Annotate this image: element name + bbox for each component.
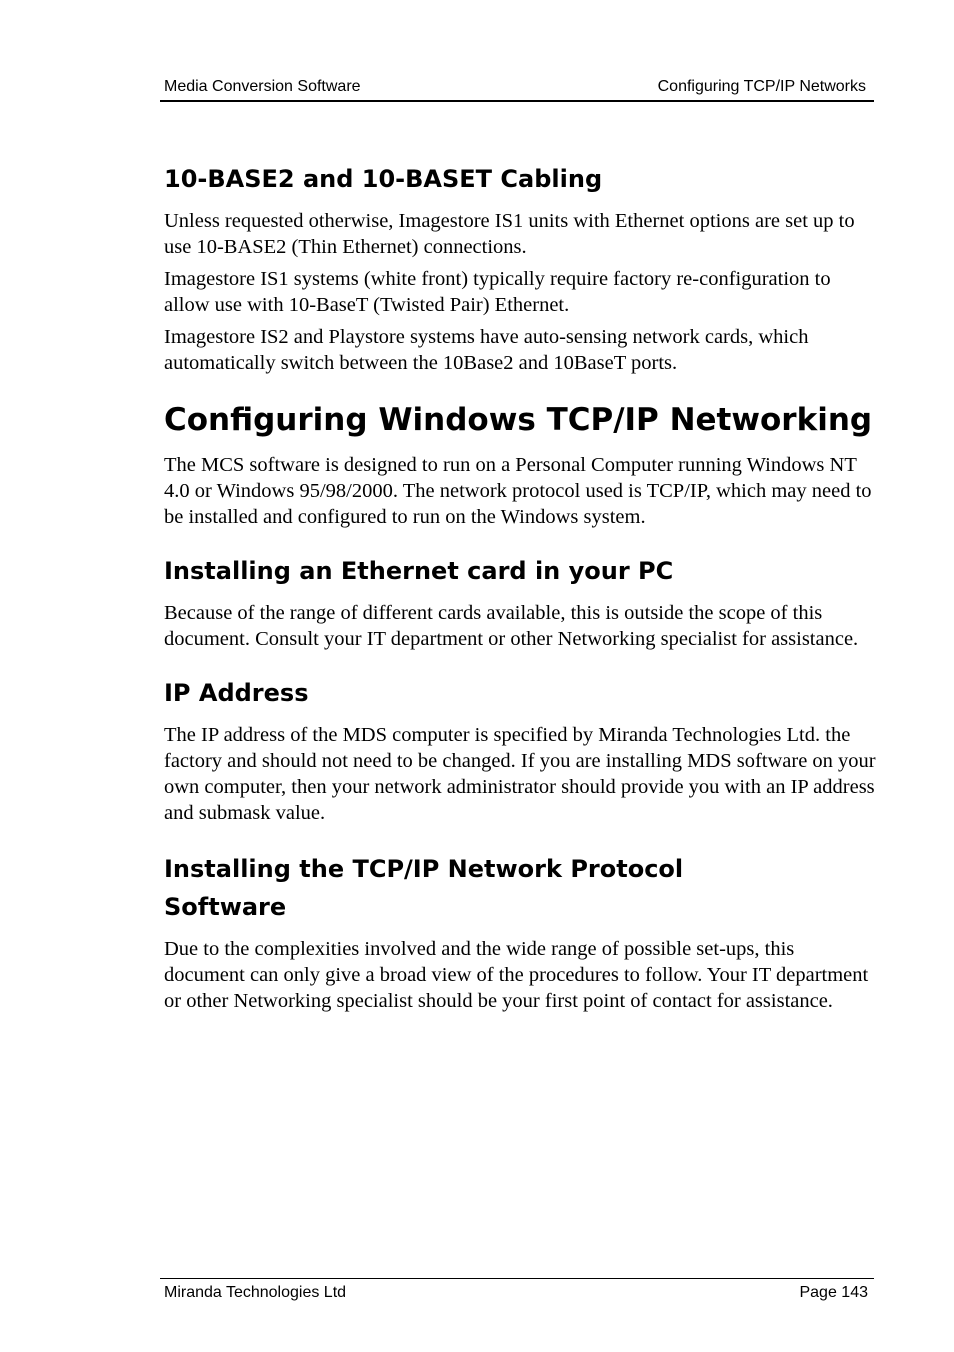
paragraph-ethernet-card-1: Because of the range of different cards available, this is outside the scope of this document. Consult your IT department or other Networking specialist for assistance. xyxy=(164,602,859,650)
page-body xyxy=(164,160,876,1014)
page-footer xyxy=(160,1278,874,1301)
paragraph-cabling-3: Imagestore IS2 and Playstore systems have auto-sensing network cards, which automatically switch between the 10Base2 and 10BaseT ports. xyxy=(164,326,809,374)
header-chapter-title: Configuring TCP/IP Networks xyxy=(657,78,866,95)
header-doc-title: Media Conversion Software xyxy=(164,78,361,95)
paragraph-ip-address-1: The IP address of the MDS computer is specified by Miranda Technologies Ltd. the factory and should not need to be changed. If you are installing MDS software on your own computer, then your network administrator should provide you with an IP address and submask value. xyxy=(164,724,876,824)
heading-ethernet-card: Installing an Ethernet card in your PC xyxy=(164,557,674,585)
heading-protocol-software: Installing the TCP/IP Network Protocol Software xyxy=(164,855,684,921)
paragraph-cabling-2: Imagestore IS1 systems (white front) typically require factory re-configuration to allow use with 10-BaseT (Twisted Pair) Ethernet. xyxy=(164,268,831,316)
heading-cabling: 10-BASE2 and 10-BASET Cabling xyxy=(164,165,603,193)
heading-ip-address: IP Address xyxy=(164,679,309,707)
footer-company: Miranda Technologies Ltd xyxy=(164,1284,347,1301)
paragraph-cabling-1: Unless requested otherwise, Imagestore IS1 units with Ethernet options are set up to use 10-BASE2 (Thin Ethernet) connections. xyxy=(164,210,855,258)
page-header xyxy=(160,76,874,102)
paragraph-protocol-1: Due to the complexities involved and the wide range of possible set-ups, this document can only give a broad view of the procedures to follow. Your IT department or other Networking specialist should be your first point of contact for assistance. xyxy=(164,938,869,1012)
page-number: Page 143 xyxy=(799,1284,868,1301)
heading-windows-networking: Configuring Windows TCP/IP Networking xyxy=(164,402,873,438)
paragraph-windows-1: The MCS software is designed to run on a Personal Computer running Windows NT 4.0 or Windows 95/98/2000. The network protocol used is TCP/IP, which may need to be installed and configured to run on the Windows system. xyxy=(164,454,872,528)
